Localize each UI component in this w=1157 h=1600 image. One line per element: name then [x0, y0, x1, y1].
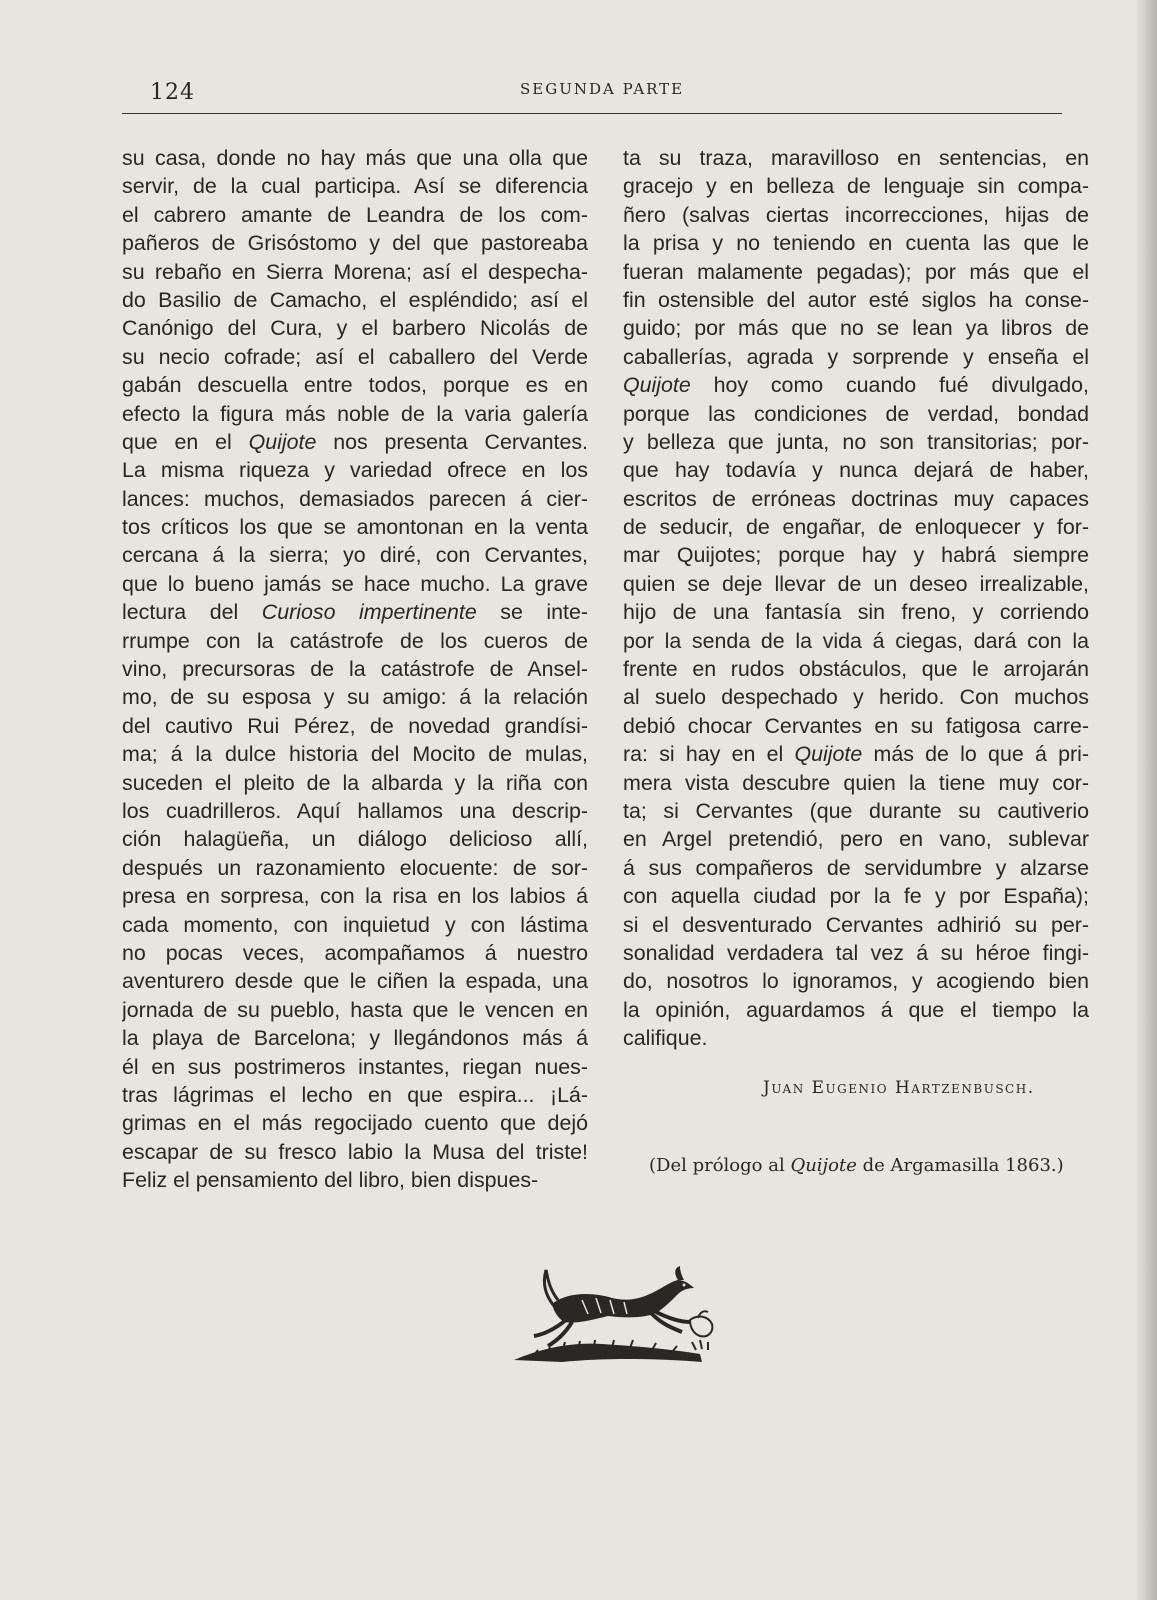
- text-segment: mar Quijotes; porque hay y habrá siempre: [623, 543, 1089, 568]
- text-line: [122, 996, 588, 1024]
- text-line: [623, 400, 1089, 428]
- text-segment: no pocas veces, acompañamos á nuestro: [122, 940, 588, 965]
- text-line: [122, 1138, 588, 1166]
- text-segment: ción halagüeña, un diálogo delicioso allí,: [122, 827, 588, 852]
- italic-title: Quijote: [248, 429, 317, 454]
- text-line: [122, 967, 588, 995]
- text-line: [122, 513, 588, 541]
- text-line: [122, 343, 588, 371]
- text-segment: los cuadrilleros. Aquí hallamos una descrip-: [122, 798, 588, 823]
- italic-title: Quijote: [794, 742, 863, 767]
- text-segment: que hay todavía y nunca dejará de haber,: [623, 458, 1089, 483]
- text-segment: pañeros de Grisóstomo y del que pastoreaba: [122, 231, 588, 256]
- text-line: [623, 314, 1089, 342]
- text-line: [623, 570, 1089, 598]
- text-segment: tras lágrimas el lecho en que espira... ¡Lá-: [122, 1082, 588, 1107]
- text-line: [122, 1109, 588, 1137]
- text-line: [623, 343, 1089, 371]
- text-segment: vino, precursoras de la catástrofe de Ansel-: [122, 657, 588, 682]
- text-segment: tos críticos los que se amontonan en la venta: [122, 515, 588, 540]
- text-line: [122, 428, 588, 456]
- text-segment: ra: si hay en el: [623, 742, 795, 767]
- text-segment: presa en sorpresa, con la risa en los labios á: [122, 884, 588, 909]
- text-line: [122, 598, 588, 626]
- text-segment: Canónigo del Cura, y el barbero Nicolás de: [122, 316, 588, 341]
- text-segment: el cabrero amante de Leandra de los com-: [122, 202, 588, 227]
- text-line: [122, 939, 588, 967]
- text-line: [623, 371, 1089, 399]
- text-segment: La misma riqueza y variedad ofrece en los: [122, 458, 588, 483]
- text-line: [623, 172, 1089, 200]
- text-line: [122, 683, 588, 711]
- text-line: [623, 740, 1089, 768]
- italic-title: Quijote: [623, 373, 691, 398]
- text-line: [122, 485, 588, 513]
- text-line: [623, 627, 1089, 655]
- text-segment: la playa de Barcelona; y llegándonos más á: [122, 1026, 588, 1051]
- text-line: [122, 825, 588, 853]
- text-line: [623, 882, 1089, 910]
- text-segment: hoy como cuando fué divulgado,: [690, 373, 1089, 398]
- text-segment: califique.: [623, 1026, 708, 1051]
- text-line: [623, 769, 1089, 797]
- text-segment: y belleza que junta, no son transitorias; por-: [623, 429, 1089, 454]
- text-segment: de seducir, de engañar, de enloquecer y for-: [623, 515, 1089, 540]
- text-segment: su rebaño en Sierra Morena; así el despecha-: [122, 259, 588, 284]
- text-segment: gracejo y en belleza de lenguaje sin compa-: [623, 174, 1089, 199]
- text-line: [122, 712, 588, 740]
- text-segment: que lo bueno jamás se hace mucho. La grave: [122, 571, 588, 596]
- text-line: [122, 229, 588, 257]
- text-segment: rrumpe con la catástrofe de los cueros de: [122, 628, 588, 653]
- text-segment: se inte-: [476, 600, 588, 625]
- text-line: [623, 286, 1089, 314]
- text-segment: ñero (salvas ciertas incorrecciones, hijas de: [623, 202, 1089, 227]
- text-line: [623, 258, 1089, 286]
- text-line: [122, 740, 588, 768]
- text-segment: jornada de su pueblo, hasta que le vencen en: [122, 997, 588, 1022]
- text-segment: si el desventurado Cervantes adhirió su per-: [623, 912, 1089, 937]
- text-line: [623, 513, 1089, 541]
- text-segment: del cautivo Rui Pérez, de novedad grandísi-: [122, 713, 588, 738]
- text-line: [122, 1024, 588, 1052]
- text-segment: cercana á la sierra; yo diré, con Cervantes,: [122, 543, 588, 568]
- text-segment: con aquella ciudad por la fe y por España);: [623, 884, 1089, 909]
- text-line: [623, 456, 1089, 484]
- source-citation: [649, 1155, 1079, 1176]
- running-hound-vignette-icon: [512, 1262, 722, 1368]
- text-segment: mo, de su esposa y su amigo: á la relación: [122, 685, 588, 710]
- text-segment: aventurero desde que le ciñen la espada, una: [122, 969, 588, 994]
- text-segment: nos presenta Cervantes.: [316, 429, 588, 454]
- text-line: [623, 541, 1089, 569]
- author-signature: Juan Eugenio Hartzenbusch.: [763, 1078, 1035, 1098]
- text-line: [122, 286, 588, 314]
- text-segment: escritos de erróneas doctrinas muy capaces: [623, 486, 1089, 511]
- text-segment: lectura del: [122, 600, 262, 625]
- text-line: [122, 627, 588, 655]
- text-segment: cada momento, con inquietud y con lástima: [122, 912, 588, 937]
- text-segment: más de lo que á pri-: [862, 742, 1089, 767]
- text-line: [623, 911, 1089, 939]
- text-line: [122, 570, 588, 598]
- text-line: [623, 683, 1089, 711]
- text-segment: ta su traza, maravilloso en sentencias, en: [623, 146, 1089, 170]
- text-line: [623, 144, 1089, 172]
- text-segment: mera vista descubre quien la tiene muy cor-: [623, 770, 1089, 795]
- text-segment: la opinión, aguardamos á que el tiempo la: [623, 997, 1089, 1022]
- text-segment: caballerías, agrada y sorprende y enseña el: [623, 344, 1089, 369]
- text-segment: debió chocar Cervantes en su fatigosa carre-: [623, 713, 1089, 738]
- text-segment: sonalidad verdadera tal vez á su héroe fingi-: [623, 940, 1089, 965]
- text-segment: la prisa y no teniendo en cuenta las que le: [623, 231, 1089, 256]
- text-segment: frente en rudos obstáculos, que le arrojarán: [623, 657, 1089, 682]
- text-line: [122, 144, 588, 172]
- source-prefix: (Del prólogo al: [649, 1155, 791, 1176]
- text-line: [122, 1166, 588, 1194]
- text-segment: en Argel pretendió, pero en vano, sublevar: [623, 827, 1089, 852]
- text-line: [122, 201, 588, 229]
- text-segment: lances: muchos, demasiados parecen á cier-: [122, 486, 588, 511]
- text-segment: guido; por más que no se lean ya libros de: [623, 316, 1089, 341]
- text-line: [623, 598, 1089, 626]
- text-line: [122, 400, 588, 428]
- text-segment: ma; á la dulce historia del Mocito de mulas,: [122, 742, 588, 767]
- text-segment: que en el: [122, 429, 249, 454]
- text-line: [122, 854, 588, 882]
- page-header: [150, 78, 1070, 108]
- text-line: [122, 797, 588, 825]
- text-line: [623, 201, 1089, 229]
- page-number: 124: [150, 80, 195, 105]
- text-line: [623, 854, 1089, 882]
- text-line: [122, 1053, 588, 1081]
- text-segment: do Basilio de Camacho, el espléndido; así el: [122, 287, 588, 312]
- text-segment: él en sus postrimeros instantes, riegan nues-: [122, 1054, 588, 1079]
- text-segment: fueran malamente pegadas); por más que el: [623, 259, 1089, 284]
- text-segment: servir, de la cual participa. Así se diferencia: [122, 174, 588, 199]
- text-segment: después un razonamiento elocuente: de sor-: [122, 855, 588, 880]
- text-line: [122, 258, 588, 286]
- text-segment: escapar de su fresco labio la Musa del triste!: [122, 1139, 588, 1164]
- text-line: [122, 541, 588, 569]
- text-line: [122, 172, 588, 200]
- source-suffix: de Argamasilla 1863.): [856, 1155, 1064, 1176]
- right-text-column: [623, 144, 1089, 1053]
- text-segment: do, nosotros lo ignoramos, y acogiendo bien: [623, 969, 1089, 994]
- running-head: SEGUNDA PARTE: [520, 80, 685, 98]
- text-line: [122, 1081, 588, 1109]
- text-line: [122, 655, 588, 683]
- text-segment: quien se deje llevar de un deseo irrealizable,: [623, 571, 1089, 596]
- text-segment: al suelo despechado y herido. Con muchos: [623, 685, 1089, 710]
- text-line: [623, 655, 1089, 683]
- text-segment: efecto la figura más noble de la varia galería: [122, 401, 588, 426]
- text-line: [122, 314, 588, 342]
- text-line: [623, 939, 1089, 967]
- text-segment: porque las condiciones de verdad, bondad: [623, 401, 1089, 426]
- text-segment: Feliz el pensamiento del libro, bien dispues-: [122, 1168, 539, 1193]
- text-line: [122, 882, 588, 910]
- text-segment: grimas en el más regocijado cuento que dejó: [122, 1111, 588, 1136]
- page-edge-shadow: [1135, 0, 1157, 1600]
- text-line: [623, 229, 1089, 257]
- text-line: [623, 797, 1089, 825]
- text-segment: fin ostensible del autor esté siglos ha conse-: [623, 287, 1089, 312]
- text-segment: ta; si Cervantes (que durante su cautiverio: [623, 798, 1089, 823]
- text-segment: su casa, donde no hay más que una olla que: [122, 146, 588, 170]
- text-segment: á sus compañeros de servidumbre y alzarse: [623, 855, 1089, 880]
- text-segment: suceden el pleito de la albarda y la riña con: [122, 770, 588, 795]
- text-line: [623, 996, 1089, 1024]
- left-text-column: [122, 144, 588, 1194]
- italic-title: Curioso impertinente: [261, 600, 477, 625]
- text-line: [122, 456, 588, 484]
- text-segment: por la senda de la vida á ciegas, dará con la: [623, 628, 1089, 653]
- text-segment: hijo de una fantasía sin freno, y corriendo: [623, 600, 1089, 625]
- text-segment: gabán descuella entre todos, porque es en: [122, 373, 588, 398]
- text-line: [623, 428, 1089, 456]
- text-line: [623, 967, 1089, 995]
- text-line: [122, 911, 588, 939]
- source-title: Quijote: [790, 1155, 857, 1176]
- text-line: [122, 371, 588, 399]
- text-line: [122, 769, 588, 797]
- text-segment: su necio cofrade; así el caballero del Verde: [122, 344, 588, 369]
- text-line: [623, 485, 1089, 513]
- text-line: [623, 825, 1089, 853]
- header-rule: [122, 113, 1062, 114]
- text-line: [623, 712, 1089, 740]
- text-line: [623, 1024, 1089, 1052]
